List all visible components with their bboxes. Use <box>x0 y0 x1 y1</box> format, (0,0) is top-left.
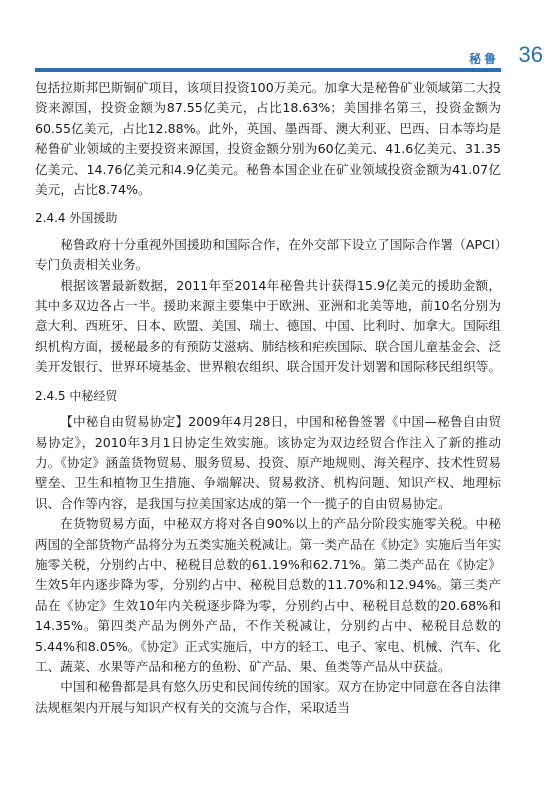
section-title: 秘鲁 <box>468 52 499 66</box>
page-header <box>0 0 559 74</box>
paragraph-mining-investment: 包括拉斯邦巴斯铜矿项目，该项目投资100万美元。加拿大是秘鲁矿业领域第二大投资来源国，投资金额为87.55亿美元，占比18.63%；美国排名第三，投资金额为60.55亿美元，占比12.88%。此外，英国、墨西哥、澳大利亚、巴西、日本等均是秘鲁矿业领域的主要投资来源国，投资金额分别为60亿美元、41.6亿美元、31.35亿美元、14.76亿美元和4.9亿美元。秘鲁本国企业在矿业领域投资金额为41.07亿美元，占比8.74%。 <box>35 80 501 198</box>
paragraph-fta: 【中秘自由贸易协定】2009年4月28日，中国和秘鲁签署《中国—秘鲁自由贸易协定》，2010年3月1日协定生效实施。该协定为双边经贸合作注入了新的推动力。《协定》涵盖货物贸易、服务贸易、投资、原产地规则、海关程序、技术性贸易壁垒、卫生和植物卫生措施、争端解决、贸易救济、机构问题、知识产权、地理标识、合作等内容，是我国与拉美国家达成的第一个一揽子的自由贸易协定。 <box>35 414 501 511</box>
paragraph-goods-trade: 在货物贸易方面，中秘双方将对各自90%以上的产品分阶段实施零关税。中秘两国的全部货物产品将分为五类实施关税减让。第一类产品在《协定》实施后当年实施零关税，分别约占中、秘税目总数的61.19%和62.71%。第二类产品在《协定》生效5年内逐步降为零，分别约占中、秘税目总数的11.70%和12.94%。第三类产品在《协定》生效10年内关税逐步降为零，分别约占中、秘税目总数的20.68%和14.35%。第四类产品为例外产品，不作关税减让，分别约占中、秘税目总数的5.44%和8.05%。《协定》正式实施后，中方的轻工、电子、家电、机械、汽车、化工、蔬菜、水果等产品和秘方的鱼粉、矿产品、果、鱼类等产品从中获益。 <box>35 516 501 674</box>
paragraph-apci: 秘鲁政府十分重视外国援助和国际合作，在外交部下设立了国际合作署（APCI）专门负责相关业务。 <box>35 236 501 273</box>
heading-foreign-aid: 2.4.4 外国援助 <box>35 211 118 226</box>
page-number: 36 <box>518 42 543 67</box>
page-body <box>35 78 501 718</box>
paragraph-ip-cooperation: 中国和秘鲁都是具有悠久历史和民间传统的国家。双方在协定中同意在各自法律法规框架内开展与知识产权有关的交流与合作，采取适当 <box>35 679 501 715</box>
paragraph-aid-data: 根据该署最新数据，2011年至2014年秘鲁共计获得15.9亿美元的援助金额，其中多双边各占一半。援助来源主要集中于欧洲、亚洲和北美等地，前10名分别为意大利、西班牙、日本、欧盟、美国、瑞士、德国、中国、比利时、加拿大。国际组织机构方面，援秘最多的有预防艾滋病、肺结核和疟疾国际、联合国儿童基金会、泛美开发银行、世界环境基金、世界粮农组织、联合国开发计划署和国际移民组织等。 <box>35 277 501 375</box>
header-rule <box>35 68 501 72</box>
heading-china-peru-trade: 2.4.5 中秘经贸 <box>35 388 118 403</box>
